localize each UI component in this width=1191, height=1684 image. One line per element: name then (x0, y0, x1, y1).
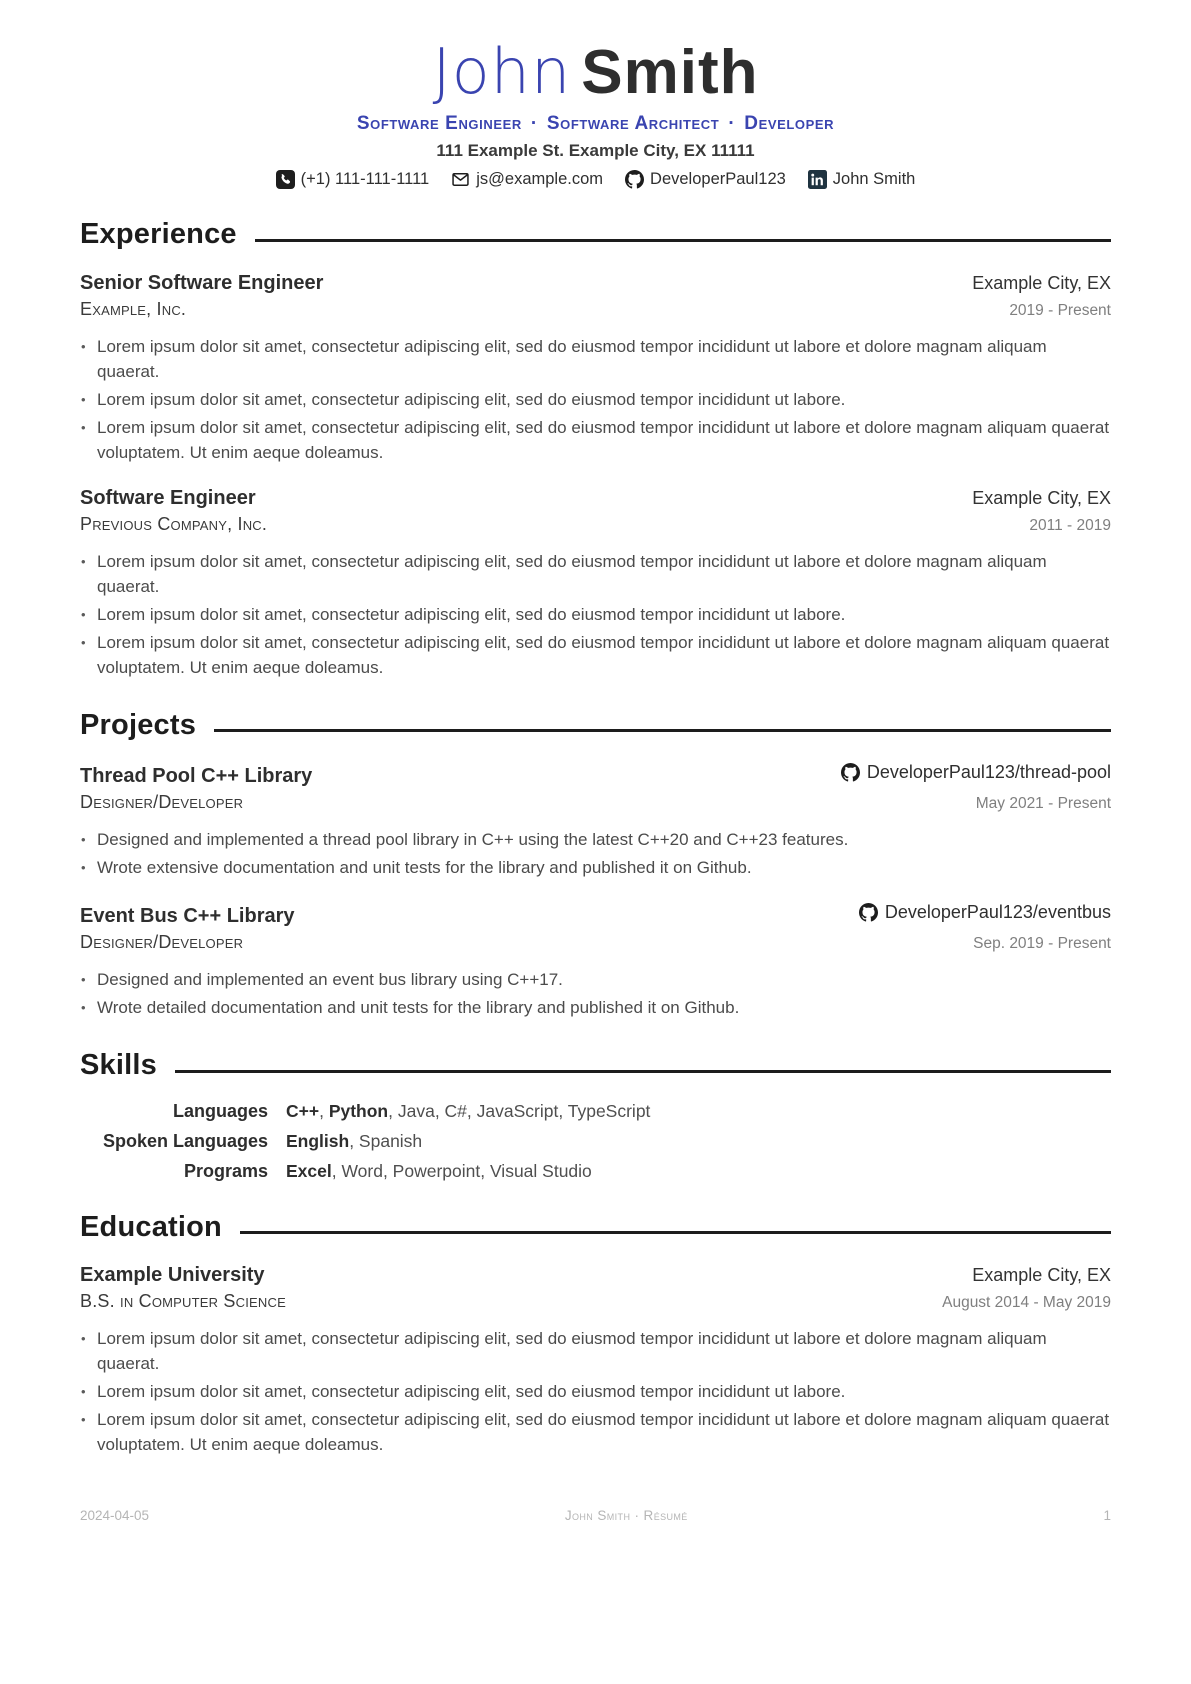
skills-value-part: , (319, 1100, 329, 1121)
github-icon (841, 763, 860, 782)
project-role: Designer/Developer (80, 932, 244, 953)
job-title: Senior Software Engineer (80, 271, 324, 294)
footer-page-number: 1 (1103, 1508, 1111, 1523)
bullet-item: • Lorem ipsum dolor sit amet, consectetur adipiscing elit, sed do eiusmod tempor incididunt ut labore. (80, 387, 1111, 412)
skills-value-part: , Java, C#, JavaScript, TypeScript (388, 1100, 651, 1121)
job-bullet-list (80, 334, 1111, 465)
project-bullet-list (80, 827, 1111, 880)
section-rule (255, 239, 1111, 242)
email-link[interactable] (451, 170, 603, 189)
skills-row-spoken-languages (80, 1131, 1111, 1152)
job-location: Example City, EX (972, 272, 1111, 293)
section-education (80, 1212, 1111, 1242)
experience-entry-1 (80, 272, 1111, 465)
skills-value (286, 1161, 592, 1182)
repo-text: DeveloperPaul123/thread-pool (866, 762, 1111, 783)
tagline-item-1: Software Engineer (356, 113, 522, 135)
education-bullet-list (80, 1326, 1111, 1457)
project-dates: May 2021 - Present (975, 795, 1111, 813)
email-text: js@example.com (476, 170, 604, 189)
footer-title: John Smith · Résumé (564, 1508, 688, 1523)
skills-label: Programs (183, 1160, 268, 1181)
bullet-item: • Lorem ipsum dolor sit amet, consectetur adipiscing elit, sed do eiusmod tempor incididunt ut labore. (80, 602, 1111, 627)
degree: B.S. in Computer Science (80, 1290, 286, 1311)
tagline-separator: · (530, 113, 538, 135)
skills-value-part: , Word, Powerpoint, Visual Studio (331, 1160, 592, 1181)
section-experience (80, 219, 1111, 249)
bullet-item: • Lorem ipsum dolor sit amet, consectetur adipiscing elit, sed do eiusmod tempor incididunt ut labore et dolore magnam aliquam quaerat. (80, 334, 1111, 384)
job-dates: 2011 - 2019 (1029, 516, 1111, 534)
bullet-item: • Lorem ipsum dolor sit amet, consectetur adipiscing elit, sed do eiusmod tempor incididunt ut labore et dolore magnam aliquam quaerat. (80, 549, 1111, 599)
project-title: Thread Pool C++ Library (80, 765, 313, 788)
skills-row-programs (80, 1161, 1111, 1182)
bullet-item: • Designed and implemented an event bus library using C++17. (80, 967, 1111, 992)
last-name: Smith (581, 38, 759, 107)
project-repo-link[interactable] (841, 762, 1111, 783)
skills-row-languages (80, 1101, 1111, 1122)
linkedin-text: John Smith (832, 170, 916, 189)
resume-header (80, 35, 1111, 189)
phone-icon (276, 170, 295, 189)
github-text: DeveloperPaul123 (650, 170, 786, 189)
project-role: Designer/Developer (80, 792, 244, 813)
bullet-item: • Wrote extensive documentation and unit tests for the library and published it on Github. (80, 855, 1111, 880)
skills-table (80, 1101, 1111, 1182)
project-dates: Sep. 2019 - Present (973, 935, 1111, 953)
bullet-item: • Lorem ipsum dolor sit amet, consectetur adipiscing elit, sed do eiusmod tempor incididunt ut labore et dolore magnam aliquam quaerat voluptatem. Ut enim aeque doleamus. (80, 630, 1111, 680)
section-title-experience: Experience (80, 218, 237, 251)
section-rule (240, 1231, 1111, 1234)
tagline (80, 113, 1111, 135)
job-location: Example City, EX (972, 487, 1111, 508)
company-name: Previous Company, Inc. (80, 513, 268, 534)
project-entry-2 (80, 902, 1111, 1020)
school-location: Example City, EX (972, 1264, 1111, 1285)
repo-text: DeveloperPaul123/eventbus (884, 902, 1111, 923)
section-title-skills: Skills (80, 1049, 157, 1082)
first-name: John (432, 35, 572, 108)
skills-label: Spoken Languages (102, 1130, 268, 1151)
bullet-item: • Lorem ipsum dolor sit amet, consectetur adipiscing elit, sed do eiusmod tempor incididunt ut labore et dolore magnam aliquam quaerat voluptatem. Ut enim aeque doleamus. (80, 415, 1111, 465)
bullet-item: • Lorem ipsum dolor sit amet, consectetur adipiscing elit, sed do eiusmod tempor incididunt ut labore et dolore magnam aliquam quaerat. (80, 1326, 1111, 1376)
tagline-item-3: Developer (744, 113, 835, 135)
skills-value (286, 1101, 650, 1122)
linkedin-icon (808, 170, 827, 189)
company-name: Example, Inc. (80, 298, 187, 319)
bullet-item: • Lorem ipsum dolor sit amet, consectetur adipiscing elit, sed do eiusmod tempor incididunt ut labore. (80, 1379, 1111, 1404)
school-name: Example University (80, 1263, 265, 1286)
experience-entry-2 (80, 487, 1111, 680)
job-bullet-list (80, 549, 1111, 680)
section-rule (175, 1070, 1111, 1073)
page-footer (80, 1508, 1111, 1523)
github-link[interactable] (625, 170, 786, 189)
tagline-separator: · (728, 113, 736, 135)
project-entry-1 (80, 762, 1111, 880)
section-title-projects: Projects (80, 708, 197, 741)
skills-value-part: Python (328, 1100, 389, 1121)
bullet-item: • Wrote detailed documentation and unit tests for the library and published it on Github. (80, 995, 1111, 1020)
project-bullet-list (80, 967, 1111, 1020)
job-title: Software Engineer (80, 486, 256, 509)
skills-label: Languages (172, 1100, 268, 1121)
tagline-item-2: Software Architect (546, 113, 720, 135)
skills-value (286, 1131, 422, 1152)
skills-value-part: English (286, 1130, 350, 1151)
job-dates: 2019 - Present (1009, 301, 1111, 319)
section-skills (80, 1050, 1111, 1080)
github-icon (625, 170, 644, 189)
phone-link[interactable] (276, 170, 430, 189)
skills-value-part: C++ (286, 1100, 320, 1121)
skills-value-part: Excel (286, 1160, 332, 1181)
education-entry-1 (80, 1264, 1111, 1457)
skills-value-part: , Spanish (349, 1130, 423, 1151)
section-projects (80, 710, 1111, 740)
project-repo-link[interactable] (859, 902, 1111, 923)
footer-date: 2024-04-05 (80, 1508, 150, 1523)
phone-text: (+1) 111-111-1111 (300, 170, 430, 189)
github-icon (859, 903, 878, 922)
section-rule (214, 729, 1111, 732)
project-title: Event Bus C++ Library (80, 905, 295, 928)
school-dates: August 2014 - May 2019 (942, 1293, 1111, 1311)
bullet-item: • Lorem ipsum dolor sit amet, consectetur adipiscing elit, sed do eiusmod tempor incididunt ut labore et dolore magnam aliquam quaerat voluptatem. Ut enim aeque doleamus. (80, 1407, 1111, 1457)
email-icon (451, 170, 470, 189)
linkedin-link[interactable] (808, 170, 916, 189)
contact-row (80, 170, 1111, 189)
full-name (80, 35, 1111, 108)
address-line: 111 Example St. Example City, EX 11111 (436, 141, 755, 161)
bullet-item: • Designed and implemented a thread pool library in C++ using the latest C++20 and C++23 features. (80, 827, 1111, 852)
section-title-education: Education (80, 1210, 222, 1243)
